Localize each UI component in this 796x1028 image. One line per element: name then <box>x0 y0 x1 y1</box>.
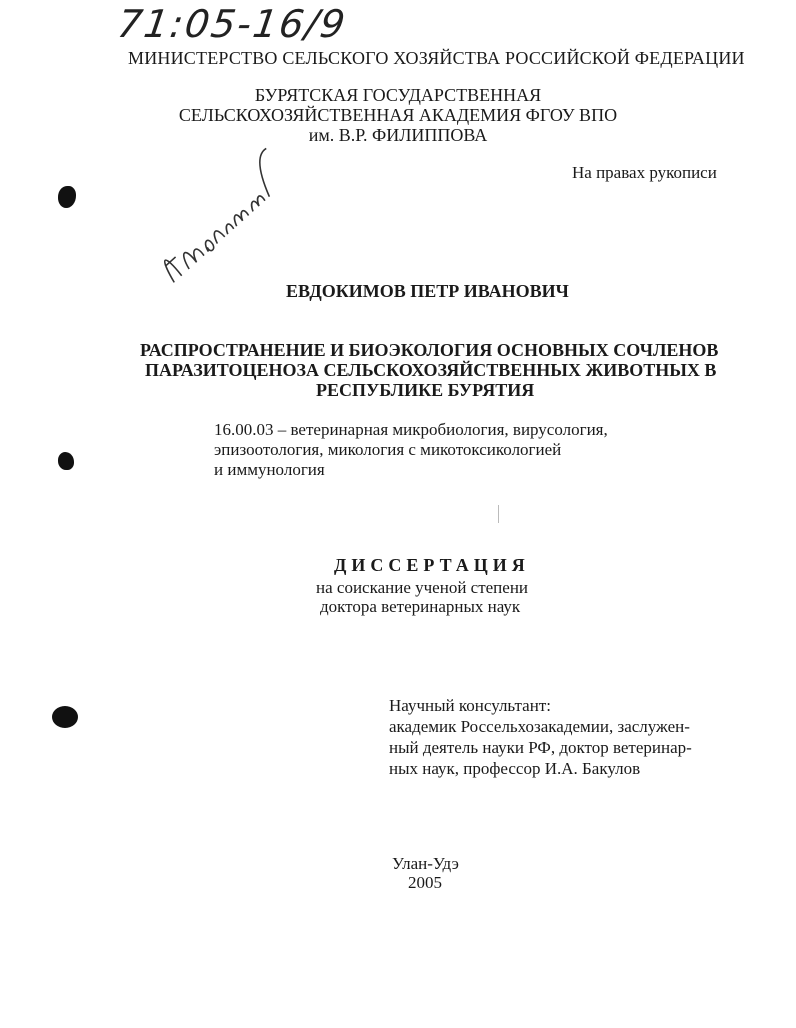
specialty-line-1: 16.00.03 – ветеринарная микробиология, вирусология, <box>214 420 608 439</box>
manuscript-rights-note: На правах рукописи <box>572 163 717 182</box>
binding-hole-mark <box>58 186 76 208</box>
consultant-label: Научный консультант: <box>389 696 551 715</box>
consultant-line-3: ных наук, профессор И.А. Бакулов <box>389 759 641 778</box>
degree-purpose-line-2: доктора ветеринарных наук <box>320 597 521 616</box>
specialty-line-3: и иммунология <box>214 460 325 479</box>
thesis-title-line-1: РАСПРОСТРАНЕНИЕ И БИОЭКОЛОГИЯ ОСНОВНЫХ СОЧЛЕНОВ <box>140 340 719 360</box>
organization-line-1: БУРЯТСКАЯ ГОСУДАРСТВЕННАЯ <box>254 85 542 105</box>
thesis-title-line-2: ПАРАЗИТОЦЕНОЗА СЕЛЬСКОХОЗЯЙСТВЕННЫХ ЖИВОТНЫХ В <box>145 360 717 380</box>
binding-hole-mark <box>58 452 74 470</box>
organization-line-2: СЕЛЬСКОХОЗЯЙСТВЕННАЯ АКАДЕМИЯ ФГОУ ВПО <box>178 105 618 125</box>
document-type: ДИССЕРТАЦИЯ <box>334 555 530 575</box>
handwritten-archive-code: 71:05-16/9 <box>114 2 350 46</box>
signature-scribble <box>146 140 312 298</box>
binding-hole-mark <box>52 706 78 728</box>
organization-line-3: им. В.Р. ФИЛИППОВА <box>308 125 488 145</box>
ministry-name: МИНИСТЕРСТВО СЕЛЬСКОГО ХОЗЯЙСТВА РОССИЙСКОЙ ФЕДЕРАЦИИ <box>128 48 745 68</box>
city: Улан-Удэ <box>392 854 459 873</box>
handwritten-signature <box>146 140 316 303</box>
scan-smudge <box>498 505 499 523</box>
consultant-line-1: академик Россельхозакадемии, заслужен- <box>389 717 690 736</box>
author-name: ЕВДОКИМОВ ПЕТР ИВАНОВИЧ <box>286 281 569 301</box>
year: 2005 <box>408 873 442 892</box>
consultant-line-2: ный деятель науки РФ, доктор ветеринар- <box>389 738 692 757</box>
specialty-line-2: эпизоотология, микология с микотоксикологией <box>214 440 562 459</box>
degree-purpose-line-1: на соискание ученой степени <box>316 578 529 597</box>
thesis-title-line-3: РЕСПУБЛИКЕ БУРЯТИЯ <box>316 380 535 400</box>
